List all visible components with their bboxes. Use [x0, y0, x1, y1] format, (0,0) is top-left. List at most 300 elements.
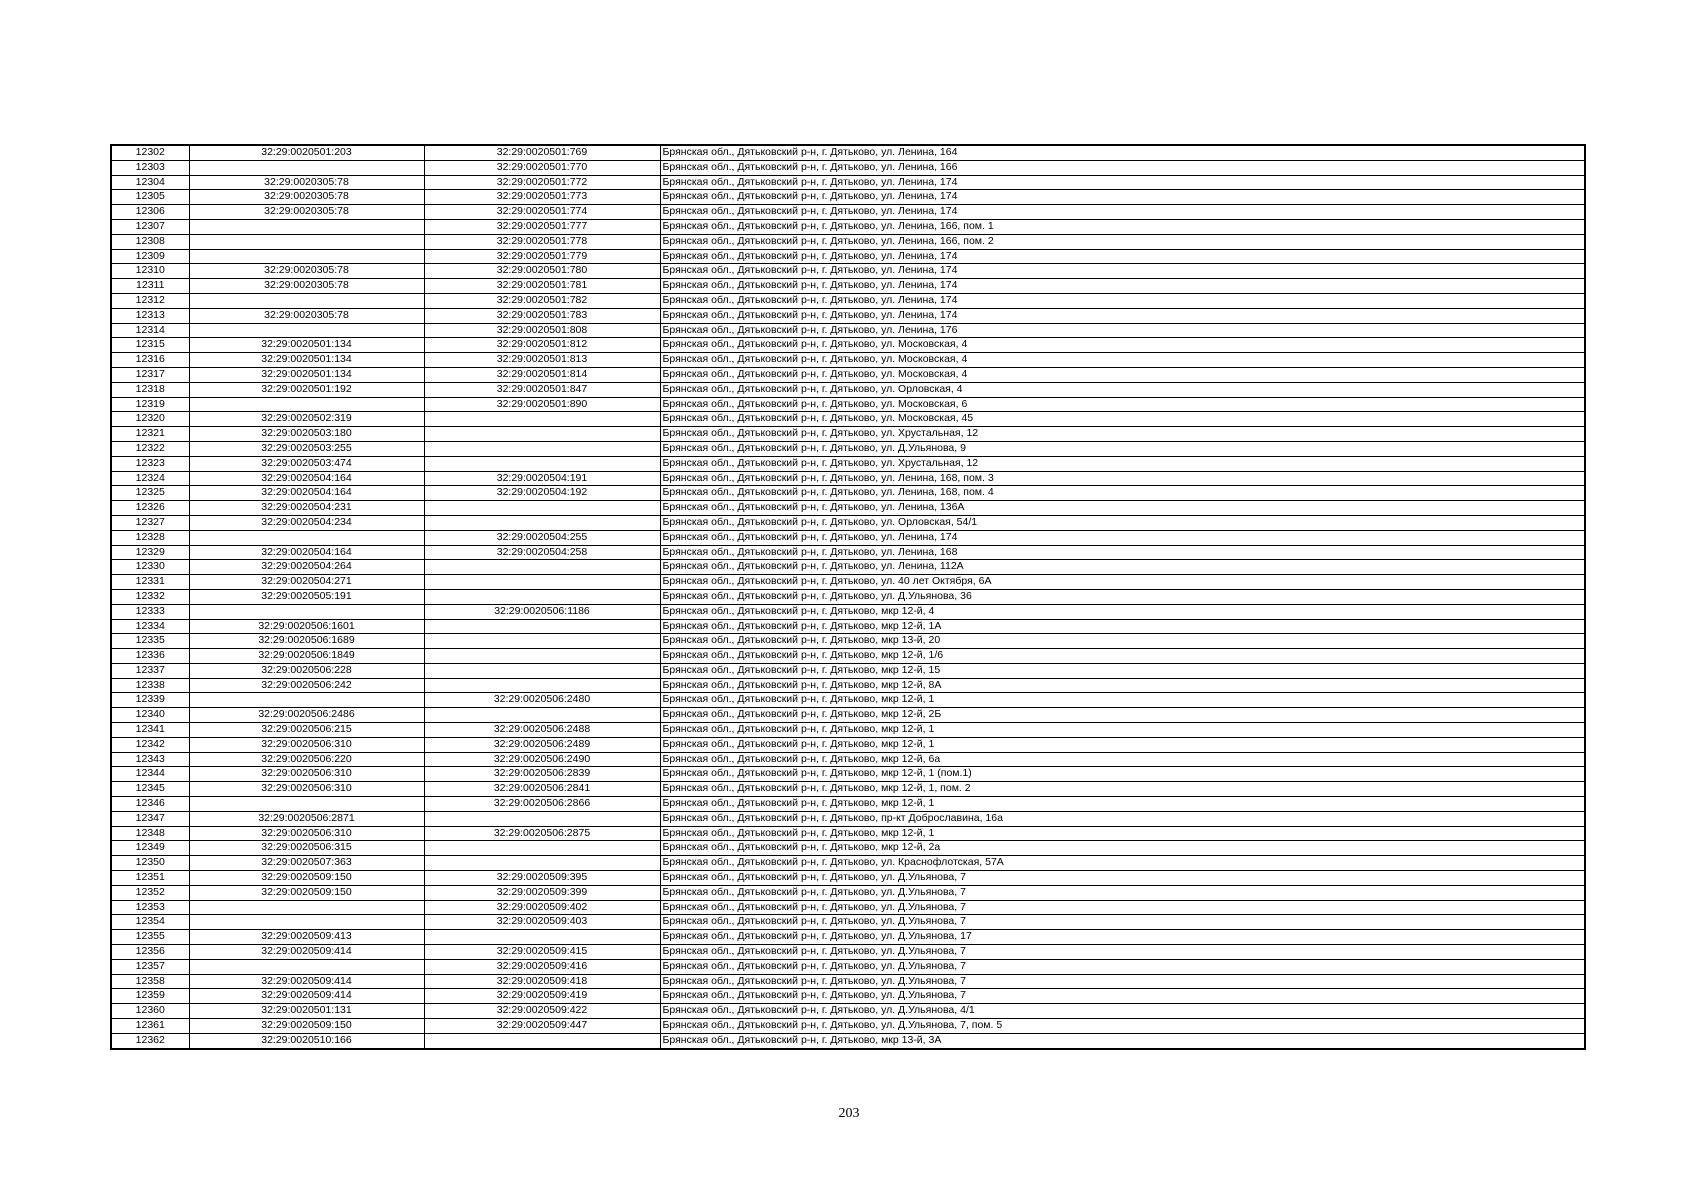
row-number-cell: 12318 — [111, 382, 189, 397]
land-cadastral-cell: 32:29:0020504:164 — [189, 545, 424, 560]
object-cadastral-cell — [424, 560, 660, 575]
object-cadastral-cell: 32:29:0020501:781 — [424, 279, 660, 294]
address-cell: Брянская обл., Дятьковский р-н, г. Дятьково, ул. Д.Ульянова, 7, пом. 5 — [660, 1019, 1585, 1034]
table-row — [111, 945, 1585, 960]
row-number-cell: 12358 — [111, 974, 189, 989]
land-cadastral-cell — [189, 915, 424, 930]
address-cell: Брянская обл., Дятьковский р-н, г. Дятьково, ул. Д.Ульянова, 7 — [660, 989, 1585, 1004]
address-cell: Брянская обл., Дятьковский р-н, г. Дятьково, ул. Ленина, 174 — [660, 249, 1585, 264]
row-number-cell: 12316 — [111, 353, 189, 368]
land-cadastral-cell: 32:29:0020504:264 — [189, 560, 424, 575]
row-number-cell: 12327 — [111, 515, 189, 530]
table-row — [111, 589, 1585, 604]
row-number-cell: 12313 — [111, 308, 189, 323]
table-row — [111, 678, 1585, 693]
land-cadastral-cell: 32:29:0020504:164 — [189, 471, 424, 486]
address-cell: Брянская обл., Дятьковский р-н, г. Дятьково, ул. Ленина, 164 — [660, 145, 1585, 160]
address-cell: Брянская обл., Дятьковский р-н, г. Дятьково, ул. Ленина, 176 — [660, 323, 1585, 338]
object-cadastral-cell: 32:29:0020509:422 — [424, 1004, 660, 1019]
table-row — [111, 219, 1585, 234]
row-number-cell: 12317 — [111, 367, 189, 382]
row-number-cell: 12351 — [111, 871, 189, 886]
land-cadastral-cell: 32:29:0020509:413 — [189, 930, 424, 945]
object-cadastral-cell: 32:29:0020509:395 — [424, 871, 660, 886]
object-cadastral-cell: 32:29:0020506:2866 — [424, 797, 660, 812]
land-cadastral-cell: 32:29:0020305:78 — [189, 190, 424, 205]
row-number-cell: 12326 — [111, 501, 189, 516]
address-cell: Брянская обл., Дятьковский р-н, г. Дятьково, ул. Д.Ульянова, 9 — [660, 441, 1585, 456]
address-cell: Брянская обл., Дятьковский р-н, г. Дятьково, мкр 12-й, 8А — [660, 678, 1585, 693]
row-number-cell: 12322 — [111, 441, 189, 456]
row-number-cell: 12302 — [111, 145, 189, 160]
table-row — [111, 663, 1585, 678]
object-cadastral-cell: 32:29:0020501:772 — [424, 175, 660, 190]
land-cadastral-cell: 32:29:0020509:414 — [189, 974, 424, 989]
address-cell: Брянская обл., Дятьковский р-н, г. Дятьково, мкр 12-й, 4 — [660, 604, 1585, 619]
address-cell: Брянская обл., Дятьковский р-н, г. Дятьково, мкр 12-й, 1 — [660, 693, 1585, 708]
address-cell: Брянская обл., Дятьковский р-н, г. Дятьково, ул. Ленина, 174 — [660, 308, 1585, 323]
table-row — [111, 249, 1585, 264]
table-row — [111, 737, 1585, 752]
address-cell: Брянская обл., Дятьковский р-н, г. Дятьково, ул. Орловская, 54/1 — [660, 515, 1585, 530]
object-cadastral-cell — [424, 619, 660, 634]
object-cadastral-cell — [424, 649, 660, 664]
land-cadastral-cell — [189, 293, 424, 308]
table-row — [111, 323, 1585, 338]
address-cell: Брянская обл., Дятьковский р-н, г. Дятьково, ул. Д.Ульянова, 7 — [660, 885, 1585, 900]
address-cell: Брянская обл., Дятьковский р-н, г. Дятьково, ул. Ленина, 136А — [660, 501, 1585, 516]
table-row — [111, 560, 1585, 575]
row-number-cell: 12311 — [111, 279, 189, 294]
table-row — [111, 1033, 1585, 1048]
land-cadastral-cell — [189, 604, 424, 619]
row-number-cell: 12359 — [111, 989, 189, 1004]
table-row — [111, 367, 1585, 382]
land-cadastral-cell — [189, 323, 424, 338]
table-row — [111, 604, 1585, 619]
row-number-cell: 12345 — [111, 782, 189, 797]
table-row — [111, 382, 1585, 397]
object-cadastral-cell: 32:29:0020501:808 — [424, 323, 660, 338]
land-cadastral-cell: 32:29:0020504:271 — [189, 575, 424, 590]
land-cadastral-cell: 32:29:0020509:414 — [189, 945, 424, 960]
table-row — [111, 471, 1585, 486]
address-cell: Брянская обл., Дятьковский р-н, г. Дятьково, ул. 40 лет Октября, 6А — [660, 575, 1585, 590]
land-cadastral-cell: 32:29:0020503:255 — [189, 441, 424, 456]
row-number-cell: 12355 — [111, 930, 189, 945]
row-number-cell: 12362 — [111, 1033, 189, 1048]
table-row — [111, 767, 1585, 782]
land-cadastral-cell — [189, 249, 424, 264]
land-cadastral-cell: 32:29:0020501:134 — [189, 338, 424, 353]
table-row — [111, 338, 1585, 353]
object-cadastral-cell — [424, 515, 660, 530]
row-number-cell: 12309 — [111, 249, 189, 264]
table-row — [111, 723, 1585, 738]
table-row — [111, 856, 1585, 871]
object-cadastral-cell — [424, 856, 660, 871]
object-cadastral-cell: 32:29:0020501:783 — [424, 308, 660, 323]
table-row — [111, 871, 1585, 886]
row-number-cell: 12336 — [111, 649, 189, 664]
land-cadastral-cell: 32:29:0020305:78 — [189, 308, 424, 323]
object-cadastral-cell: 32:29:0020504:255 — [424, 530, 660, 545]
table-row — [111, 441, 1585, 456]
table-row — [111, 530, 1585, 545]
row-number-cell: 12346 — [111, 797, 189, 812]
table-row — [111, 811, 1585, 826]
land-cadastral-cell: 32:29:0020509:150 — [189, 885, 424, 900]
page-number: 203 — [838, 1106, 860, 1121]
table-row — [111, 160, 1585, 175]
address-cell: Брянская обл., Дятьковский р-н, г. Дятьково, мкр 12-й, 2а — [660, 841, 1585, 856]
row-number-cell: 12304 — [111, 175, 189, 190]
address-cell: Брянская обл., Дятьковский р-н, г. Дятьково, ул. Д.Ульянова, 7 — [660, 900, 1585, 915]
object-cadastral-cell: 32:29:0020504:258 — [424, 545, 660, 560]
address-cell: Брянская обл., Дятьковский р-н, г. Дятьково, ул. Д.Ульянова, 17 — [660, 930, 1585, 945]
object-cadastral-cell: 32:29:0020509:419 — [424, 989, 660, 1004]
land-cadastral-cell: 32:29:0020503:474 — [189, 456, 424, 471]
table-row — [111, 293, 1585, 308]
land-cadastral-cell: 32:29:0020506:310 — [189, 767, 424, 782]
row-number-cell: 12310 — [111, 264, 189, 279]
row-number-cell: 12337 — [111, 663, 189, 678]
land-cadastral-cell: 32:29:0020501:203 — [189, 145, 424, 160]
land-cadastral-cell: 32:29:0020506:1601 — [189, 619, 424, 634]
object-cadastral-cell: 32:29:0020509:416 — [424, 959, 660, 974]
table-row — [111, 634, 1585, 649]
address-cell: Брянская обл., Дятьковский р-н, г. Дятьково, мкр 12-й, 1, пом. 2 — [660, 782, 1585, 797]
address-cell: Брянская обл., Дятьковский р-н, г. Дятьково, ул. Хрустальная, 12 — [660, 456, 1585, 471]
land-cadastral-cell: 32:29:0020506:310 — [189, 782, 424, 797]
row-number-cell: 12321 — [111, 427, 189, 442]
address-cell: Брянская обл., Дятьковский р-н, г. Дятьково, мкр 12-й, 1 — [660, 723, 1585, 738]
object-cadastral-cell: 32:29:0020504:191 — [424, 471, 660, 486]
land-cadastral-cell: 32:29:0020501:134 — [189, 353, 424, 368]
object-cadastral-cell: 32:29:0020501:813 — [424, 353, 660, 368]
row-number-cell: 12347 — [111, 811, 189, 826]
row-number-cell: 12325 — [111, 486, 189, 501]
row-number-cell: 12350 — [111, 856, 189, 871]
row-number-cell: 12329 — [111, 545, 189, 560]
row-number-cell: 12361 — [111, 1019, 189, 1034]
address-cell: Брянская обл., Дятьковский р-н, г. Дятьково, ул. Д.Ульянова, 7 — [660, 871, 1585, 886]
land-cadastral-cell: 32:29:0020506:242 — [189, 678, 424, 693]
table-row — [111, 190, 1585, 205]
address-cell: Брянская обл., Дятьковский р-н, г. Дятьково, мкр 12-й, 1 — [660, 797, 1585, 812]
object-cadastral-cell: 32:29:0020506:2839 — [424, 767, 660, 782]
object-cadastral-cell: 32:29:0020509:415 — [424, 945, 660, 960]
table-row — [111, 797, 1585, 812]
land-cadastral-cell: 32:29:0020506:2486 — [189, 708, 424, 723]
object-cadastral-cell — [424, 811, 660, 826]
land-cadastral-cell: 32:29:0020305:78 — [189, 175, 424, 190]
table-row — [111, 486, 1585, 501]
object-cadastral-cell — [424, 412, 660, 427]
land-cadastral-cell: 32:29:0020305:78 — [189, 205, 424, 220]
row-number-cell: 12357 — [111, 959, 189, 974]
row-number-cell: 12344 — [111, 767, 189, 782]
table-row — [111, 545, 1585, 560]
row-number-cell: 12348 — [111, 826, 189, 841]
row-number-cell: 12306 — [111, 205, 189, 220]
table-row — [111, 427, 1585, 442]
object-cadastral-cell: 32:29:0020506:2875 — [424, 826, 660, 841]
address-cell: Брянская обл., Дятьковский р-н, г. Дятьково, ул. Д.Ульянова, 7 — [660, 959, 1585, 974]
land-cadastral-cell — [189, 530, 424, 545]
object-cadastral-cell: 32:29:0020501:890 — [424, 397, 660, 412]
object-cadastral-cell: 32:29:0020506:2488 — [424, 723, 660, 738]
object-cadastral-cell: 32:29:0020501:814 — [424, 367, 660, 382]
row-number-cell: 12354 — [111, 915, 189, 930]
land-cadastral-cell — [189, 397, 424, 412]
row-number-cell: 12332 — [111, 589, 189, 604]
row-number-cell: 12333 — [111, 604, 189, 619]
object-cadastral-cell: 32:29:0020506:2490 — [424, 752, 660, 767]
object-cadastral-cell: 32:29:0020504:192 — [424, 486, 660, 501]
row-number-cell: 12320 — [111, 412, 189, 427]
table-row — [111, 782, 1585, 797]
table-row — [111, 279, 1585, 294]
address-cell: Брянская обл., Дятьковский р-н, г. Дятьково, мкр 12-й, 1А — [660, 619, 1585, 634]
address-cell: Брянская обл., Дятьковский р-н, г. Дятьково, ул. Ленина, 174 — [660, 190, 1585, 205]
address-cell: Брянская обл., Дятьковский р-н, г. Дятьково, ул. Хрустальная, 12 — [660, 427, 1585, 442]
address-cell: Брянская обл., Дятьковский р-н, г. Дятьково, ул. Орловская, 4 — [660, 382, 1585, 397]
land-cadastral-cell — [189, 693, 424, 708]
land-cadastral-cell: 32:29:0020506:215 — [189, 723, 424, 738]
row-number-cell: 12330 — [111, 560, 189, 575]
table-row — [111, 1004, 1585, 1019]
land-cadastral-cell: 32:29:0020506:228 — [189, 663, 424, 678]
address-cell: Брянская обл., Дятьковский р-н, г. Дятьково, ул. Ленина, 112А — [660, 560, 1585, 575]
table-row — [111, 205, 1585, 220]
land-cadastral-cell — [189, 160, 424, 175]
address-cell: Брянская обл., Дятьковский р-н, г. Дятьково, мкр 12-й, 15 — [660, 663, 1585, 678]
object-cadastral-cell: 32:29:0020501:782 — [424, 293, 660, 308]
table-body — [111, 145, 1585, 1049]
table-row — [111, 234, 1585, 249]
land-cadastral-cell — [189, 797, 424, 812]
address-cell: Брянская обл., Дятьковский р-н, г. Дятьково, мкр 12-й, 6а — [660, 752, 1585, 767]
row-number-cell: 12331 — [111, 575, 189, 590]
land-cadastral-cell: 32:29:0020506:220 — [189, 752, 424, 767]
land-cadastral-cell: 32:29:0020509:414 — [189, 989, 424, 1004]
land-cadastral-cell — [189, 959, 424, 974]
row-number-cell: 12360 — [111, 1004, 189, 1019]
table-row — [111, 915, 1585, 930]
table-row — [111, 649, 1585, 664]
object-cadastral-cell: 32:29:0020506:2841 — [424, 782, 660, 797]
land-cadastral-cell: 32:29:0020504:234 — [189, 515, 424, 530]
table-row — [111, 175, 1585, 190]
land-cadastral-cell: 32:29:0020505:191 — [189, 589, 424, 604]
row-number-cell: 12305 — [111, 190, 189, 205]
row-number-cell: 12314 — [111, 323, 189, 338]
land-cadastral-cell: 32:29:0020504:231 — [189, 501, 424, 516]
row-number-cell: 12319 — [111, 397, 189, 412]
row-number-cell: 12328 — [111, 530, 189, 545]
object-cadastral-cell — [424, 841, 660, 856]
land-cadastral-cell: 32:29:0020506:310 — [189, 826, 424, 841]
address-cell: Брянская обл., Дятьковский р-н, г. Дятьково, мкр 12-й, 2Б — [660, 708, 1585, 723]
address-cell: Брянская обл., Дятьковский р-н, г. Дятьково, ул. Д.Ульянова, 7 — [660, 945, 1585, 960]
address-cell: Брянская обл., Дятьковский р-н, г. Дятьково, мкр 12-й, 1 — [660, 826, 1585, 841]
address-cell: Брянская обл., Дятьковский р-н, г. Дятьково, ул. Ленина, 168, пом. 4 — [660, 486, 1585, 501]
object-cadastral-cell — [424, 456, 660, 471]
address-cell: Брянская обл., Дятьковский р-н, г. Дятьково, ул. Ленина, 174 — [660, 530, 1585, 545]
row-number-cell: 12352 — [111, 885, 189, 900]
object-cadastral-cell: 32:29:0020501:812 — [424, 338, 660, 353]
object-cadastral-cell: 32:29:0020501:777 — [424, 219, 660, 234]
table-row — [111, 930, 1585, 945]
land-cadastral-cell: 32:29:0020504:164 — [189, 486, 424, 501]
row-number-cell: 12303 — [111, 160, 189, 175]
object-cadastral-cell: 32:29:0020509:447 — [424, 1019, 660, 1034]
land-cadastral-cell: 32:29:0020502:319 — [189, 412, 424, 427]
object-cadastral-cell: 32:29:0020501:773 — [424, 190, 660, 205]
address-cell: Брянская обл., Дятьковский р-н, г. Дятьково, ул. Краснофлотская, 57А — [660, 856, 1585, 871]
address-cell: Брянская обл., Дятьковский р-н, г. Дятьково, ул. Московская, 4 — [660, 338, 1585, 353]
address-cell: Брянская обл., Дятьковский р-н, г. Дятьково, ул. Ленина, 174 — [660, 175, 1585, 190]
land-cadastral-cell: 32:29:0020507:363 — [189, 856, 424, 871]
address-cell: Брянская обл., Дятьковский р-н, г. Дятьково, ул. Ленина, 174 — [660, 205, 1585, 220]
row-number-cell: 12343 — [111, 752, 189, 767]
table-row — [111, 1019, 1585, 1034]
table-row — [111, 456, 1585, 471]
row-number-cell: 12334 — [111, 619, 189, 634]
address-cell: Брянская обл., Дятьковский р-н, г. Дятьково, ул. Московская, 45 — [660, 412, 1585, 427]
object-cadastral-cell — [424, 427, 660, 442]
object-cadastral-cell: 32:29:0020506:2480 — [424, 693, 660, 708]
land-cadastral-cell: 32:29:0020305:78 — [189, 264, 424, 279]
object-cadastral-cell — [424, 678, 660, 693]
row-number-cell: 12323 — [111, 456, 189, 471]
object-cadastral-cell: 32:29:0020501:779 — [424, 249, 660, 264]
object-cadastral-cell: 32:29:0020501:774 — [424, 205, 660, 220]
land-cadastral-cell: 32:29:0020506:1689 — [189, 634, 424, 649]
land-cadastral-cell: 32:29:0020509:150 — [189, 871, 424, 886]
address-cell: Брянская обл., Дятьковский р-н, г. Дятьково, ул. Д.Ульянова, 7 — [660, 915, 1585, 930]
object-cadastral-cell — [424, 930, 660, 945]
address-cell: Брянская обл., Дятьковский р-н, г. Дятьково, ул. Д.Ульянова, 4/1 — [660, 1004, 1585, 1019]
land-cadastral-cell — [189, 900, 424, 915]
address-cell: Брянская обл., Дятьковский р-н, г. Дятьково, ул. Д.Ульянова, 36 — [660, 589, 1585, 604]
object-cadastral-cell: 32:29:0020506:2489 — [424, 737, 660, 752]
row-number-cell: 12308 — [111, 234, 189, 249]
row-number-cell: 12324 — [111, 471, 189, 486]
object-cadastral-cell: 32:29:0020509:418 — [424, 974, 660, 989]
object-cadastral-cell — [424, 708, 660, 723]
address-cell: Брянская обл., Дятьковский р-н, г. Дятьково, ул. Московская, 4 — [660, 353, 1585, 368]
land-cadastral-cell: 32:29:0020506:315 — [189, 841, 424, 856]
object-cadastral-cell — [424, 575, 660, 590]
address-cell: Брянская обл., Дятьковский р-н, г. Дятьково, ул. Ленина, 174 — [660, 293, 1585, 308]
object-cadastral-cell: 32:29:0020509:402 — [424, 900, 660, 915]
object-cadastral-cell — [424, 634, 660, 649]
land-cadastral-cell: 32:29:0020305:78 — [189, 279, 424, 294]
land-cadastral-cell: 32:29:0020506:1849 — [189, 649, 424, 664]
land-cadastral-cell: 32:29:0020509:150 — [189, 1019, 424, 1034]
table-row — [111, 515, 1585, 530]
address-cell: Брянская обл., Дятьковский р-н, г. Дятьково, ул. Московская, 6 — [660, 397, 1585, 412]
table-row — [111, 826, 1585, 841]
row-number-cell: 12342 — [111, 737, 189, 752]
address-cell: Брянская обл., Дятьковский р-н, г. Дятьково, мкр 12-й, 1 (пом.1) — [660, 767, 1585, 782]
object-cadastral-cell: 32:29:0020501:770 — [424, 160, 660, 175]
object-cadastral-cell: 32:29:0020501:778 — [424, 234, 660, 249]
table-row — [111, 501, 1585, 516]
row-number-cell: 12307 — [111, 219, 189, 234]
object-cadastral-cell: 32:29:0020506:1186 — [424, 604, 660, 619]
address-cell: Брянская обл., Дятьковский р-н, г. Дятьково, пр-кт Доброславина, 16а — [660, 811, 1585, 826]
land-cadastral-cell: 32:29:0020506:310 — [189, 737, 424, 752]
table-row — [111, 959, 1585, 974]
object-cadastral-cell — [424, 663, 660, 678]
row-number-cell: 12312 — [111, 293, 189, 308]
object-cadastral-cell: 32:29:0020501:847 — [424, 382, 660, 397]
land-cadastral-cell: 32:29:0020510:166 — [189, 1033, 424, 1048]
land-cadastral-cell: 32:29:0020501:134 — [189, 367, 424, 382]
land-cadastral-cell — [189, 234, 424, 249]
object-cadastral-cell — [424, 441, 660, 456]
address-cell: Брянская обл., Дятьковский р-н, г. Дятьково, ул. Московская, 4 — [660, 367, 1585, 382]
table-row — [111, 900, 1585, 915]
address-cell: Брянская обл., Дятьковский р-н, г. Дятьково, ул. Ленина, 168 — [660, 545, 1585, 560]
table-row — [111, 412, 1585, 427]
land-cadastral-cell: 32:29:0020503:180 — [189, 427, 424, 442]
table-row — [111, 619, 1585, 634]
land-cadastral-cell: 32:29:0020501:192 — [189, 382, 424, 397]
land-cadastral-cell: 32:29:0020506:2871 — [189, 811, 424, 826]
table-row — [111, 264, 1585, 279]
table-row — [111, 575, 1585, 590]
table-row — [111, 708, 1585, 723]
row-number-cell: 12315 — [111, 338, 189, 353]
table-row — [111, 397, 1585, 412]
row-number-cell: 12335 — [111, 634, 189, 649]
address-cell: Брянская обл., Дятьковский р-н, г. Дятьково, мкр 12-й, 1/6 — [660, 649, 1585, 664]
address-cell: Брянская обл., Дятьковский р-н, г. Дятьково, мкр 13-й, 20 — [660, 634, 1585, 649]
table-row — [111, 353, 1585, 368]
table-row — [111, 989, 1585, 1004]
object-cadastral-cell — [424, 1033, 660, 1048]
object-cadastral-cell: 32:29:0020501:780 — [424, 264, 660, 279]
address-cell: Брянская обл., Дятьковский р-н, г. Дятьково, ул. Ленина, 166, пом. 1 — [660, 219, 1585, 234]
object-cadastral-cell — [424, 501, 660, 516]
table-row — [111, 841, 1585, 856]
object-cadastral-cell: 32:29:0020501:769 — [424, 145, 660, 160]
object-cadastral-cell — [424, 589, 660, 604]
address-cell: Брянская обл., Дятьковский р-н, г. Дятьково, мкр 12-й, 1 — [660, 737, 1585, 752]
address-cell: Брянская обл., Дятьковский р-н, г. Дятьково, ул. Ленина, 168, пом. 3 — [660, 471, 1585, 486]
address-cell: Брянская обл., Дятьковский р-н, г. Дятьково, ул. Ленина, 166 — [660, 160, 1585, 175]
document-table — [110, 144, 1586, 1050]
row-number-cell: 12339 — [111, 693, 189, 708]
land-cadastral-cell: 32:29:0020501:131 — [189, 1004, 424, 1019]
address-cell: Брянская обл., Дятьковский р-н, г. Дятьково, ул. Ленина, 166, пом. 2 — [660, 234, 1585, 249]
table-row — [111, 145, 1585, 160]
land-cadastral-cell — [189, 219, 424, 234]
table-row — [111, 752, 1585, 767]
address-cell: Брянская обл., Дятьковский р-н, г. Дятьково, ул. Ленина, 174 — [660, 264, 1585, 279]
table-row — [111, 974, 1585, 989]
table-row — [111, 308, 1585, 323]
table-row — [111, 693, 1585, 708]
address-cell: Брянская обл., Дятьковский р-н, г. Дятьково, мкр 13-й, 3А — [660, 1033, 1585, 1048]
row-number-cell: 12340 — [111, 708, 189, 723]
row-number-cell: 12349 — [111, 841, 189, 856]
table-row — [111, 885, 1585, 900]
